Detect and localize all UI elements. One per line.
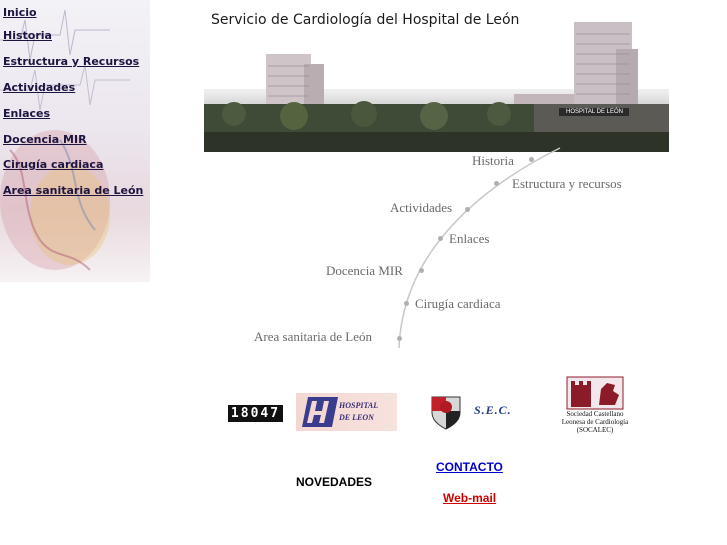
header-banner [204,4,669,152]
sidebar-item-actividades[interactable]: Actividades [3,81,76,94]
socalec-line2: Leonesa de Cardiología [561,418,629,426]
hospital-h-icon [300,393,340,431]
sidebar-item-area-sanitaria[interactable]: Area sanitaria de León [3,184,144,197]
arc-link-area-sanitaria[interactable]: Area sanitaria de León [254,329,373,344]
visitor-counter: 18047 [228,405,283,422]
arc-dot [419,268,424,273]
sidebar-item-cirugia[interactable]: Cirugía cardiaca [3,158,104,171]
sec-shield-icon [428,391,464,431]
arc-link-estructura[interactable]: Estructura y recursos [512,176,622,191]
hospital-logo-line1: HOSPITAL [339,401,379,410]
novedades-heading: NOVEDADES [296,475,373,489]
sidebar-item-enlaces[interactable]: Enlaces [3,107,51,120]
arc-dot [494,181,499,186]
arc-link-docencia[interactable]: Docencia MIR [326,263,403,278]
sidebar-item-docencia[interactable]: Docencia MIR [3,133,87,146]
arc-link-actividades[interactable]: Actividades [390,200,453,215]
arc-dot [465,207,470,212]
sidebar-item-historia[interactable]: Historia [3,29,52,42]
arc-dot [404,301,409,306]
arc-link-historia[interactable]: Historia [472,153,514,168]
webmail-link[interactable]: Web-mail [443,491,497,505]
socalec-line3: (SOCALEC) [576,426,614,434]
socalec-castle-lion-icon [553,375,637,411]
hospital-leon-logo[interactable] [296,393,397,431]
sidebar-item-inicio[interactable]: Inicio [3,6,37,19]
socalec-logo[interactable] [553,375,637,437]
hospital-logo-line2: DE LEON [339,413,374,422]
arc-dot [529,157,534,162]
arc-dot [397,336,402,341]
page-title: Servicio de Cardiología del Hospital de León [211,12,520,28]
arc-dot [438,236,443,241]
sidebar-item-estructura[interactable]: Estructura y Recursos [3,55,140,68]
contacto-link[interactable]: CONTACTO [436,460,503,474]
arc-link-cirugia[interactable]: Cirugía cardiaca [415,296,501,311]
socalec-line1: Sociedad Castellano [566,410,624,418]
hospital-sign-text: HOSPITAL DE LEÓN [566,109,624,115]
sec-logo[interactable] [428,391,523,431]
sec-logo-text: S.E.C. [474,403,512,417]
arc-link-enlaces[interactable]: Enlaces [449,231,490,246]
